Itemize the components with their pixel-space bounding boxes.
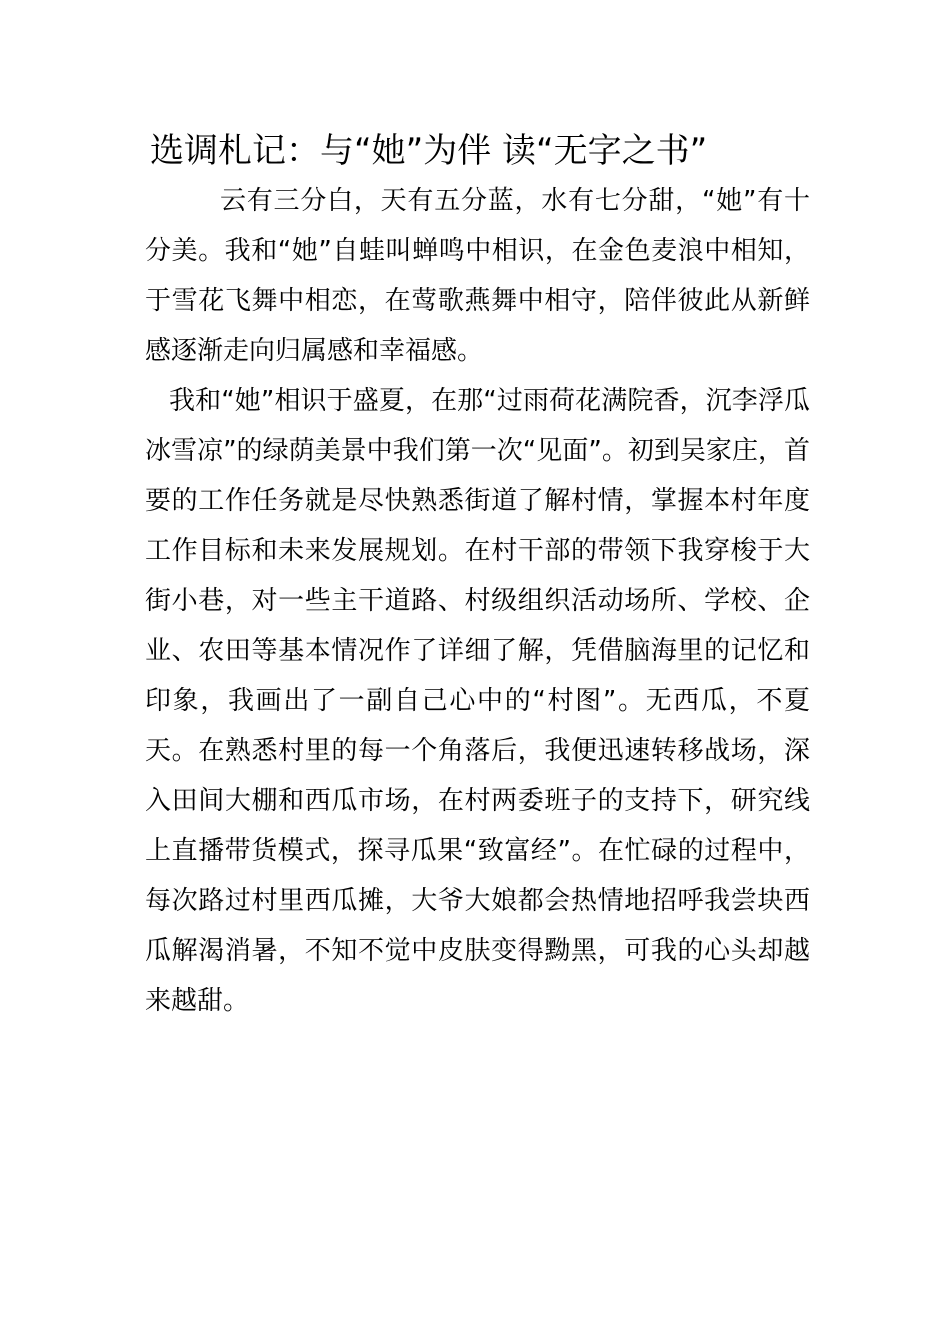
document-title: 选调札记：与“她”为伴 读“无字之书” [150, 131, 708, 171]
paragraph-2: 我和“她”相识于盛夏，在那“过雨荷花满院香，沉李浮瓜冰雪凉”的绿荫美景中我们第一次“见面”。初到吴家庄，首要的工作任务就是尽快熟悉街道了解村情，掌握本村年度工作目标和未来发展规划。在村干部的带领下我穿梭于大街小巷，对一些主干道路、村级组织活动场所、学校、企业、农田等基本情况作了详细了解，凭借脑海里的记忆和印象，我画出了一副自己心中的“村图”。无西瓜，不夏天。在熟悉村里的每一个角落后，我便迅速转移战场，深入田间大棚和西瓜市场，在村两委班子的支持下，研究线上直播带货模式，探寻瓜果“致富经”。在忙碌的过程中，每次路过村里西瓜摊，大爷大娘都会热情地招呼我尝块西瓜解渴消暑，不知不觉中皮肤变得黝黑，可我的心头却越来越甜。 [145, 386, 810, 1016]
document-body [145, 176, 810, 1026]
paragraph-1: 云有三分白，天有五分蓝，水有七分甜，“她”有十分美。我和“她”自蛙叫蝉鸣中相识，在金色麦浪中相知，于雪花飞舞中相恋，在莺歌燕舞中相守，陪伴彼此从新鲜感逐渐走向归属感和幸福感。 [145, 186, 810, 366]
